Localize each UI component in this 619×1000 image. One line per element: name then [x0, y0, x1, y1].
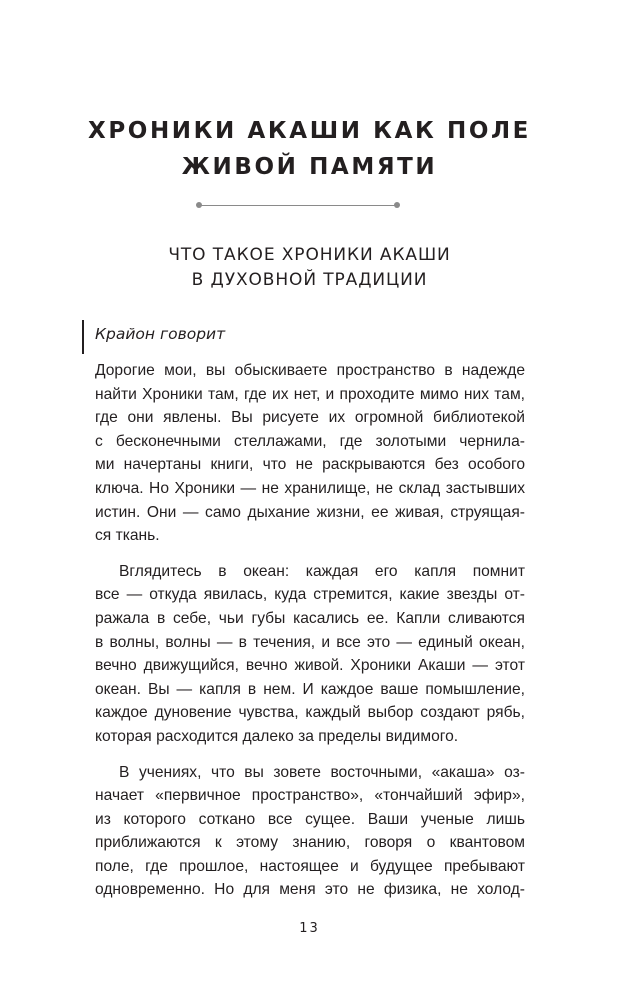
text-line: с бесконечными стеллажами, где золотыми чернила- [95, 432, 525, 450]
text-line: Вглядитесь в океан: каждая его капля помнит [119, 562, 525, 580]
text-line: в волны, волны — в течения, и все это — единый океан, [95, 633, 525, 651]
text-line: В учениях, что вы зовете восточными, «акаша» оз- [119, 763, 525, 781]
text-line: где они явлены. Вы рисуете их огромной библиотекой [95, 409, 525, 427]
section-title-line: ЧТО ТАКОЕ ХРОНИКИ АКАШИ [168, 245, 451, 265]
text-line: истин. Они — само дыхание жизни, ее живая, струящая- [95, 503, 525, 521]
title-divider-ornament [196, 202, 400, 208]
text-line: все — откуда явилась, куда стремится, какие звезды от- [95, 586, 525, 604]
speaker-marker-bar [82, 320, 84, 354]
paragraph [95, 560, 525, 749]
text-line: которая расходится далеко за пределы видимого. [95, 727, 459, 745]
paragraph [95, 761, 525, 903]
text-line: ражала в себе, чьи губы касались ее. Капли сливаются [95, 609, 525, 627]
text-line: приближаются к этому знанию, говоря о квантовом [95, 834, 525, 852]
section-title-line: В ДУХОВНОЙ ТРАДИЦИИ [191, 270, 428, 290]
text-line: вечно движущийся, вечно живой. Хроники Акаши — этот [95, 657, 525, 675]
text-line: Дорогие мои, вы обыскиваете пространство в надежде [95, 362, 525, 379]
chapter-title-line: ЖИВОЙ ПАМЯТИ [181, 154, 438, 180]
chapter-title-line: ХРОНИКИ АКАШИ КАК ПОЛЕ [88, 118, 531, 144]
divider-line [199, 205, 397, 206]
chapter-title [0, 113, 619, 185]
text-line: найти Хроники там, где их нет, и проходите мимо них там, [95, 385, 525, 403]
text-line: ключа. Но Хроники — не хранилище, не склад застывших [95, 479, 525, 497]
paragraph [95, 359, 525, 548]
text-line: из которого соткано все сущее. Ваши ученые лишь [95, 810, 525, 828]
page-number: 13 [299, 921, 320, 936]
speaker-label: Крайон говорит [95, 325, 226, 343]
text-line: ми начертаны книги, что не раскрываются без особого [95, 456, 525, 474]
text-line: одновременно. Но для меня это не физика, не холод- [95, 881, 525, 899]
text-line: начает «первичное пространство», «тончайший эфир», [95, 787, 525, 805]
section-title [0, 243, 619, 293]
text-line: ся ткань. [95, 527, 160, 545]
text-line: поле, где прошлое, настоящее и будущее пребывают [95, 857, 525, 875]
divider-dot-icon [196, 202, 202, 208]
text-line: каждое дуновение чувства, каждый выбор создают рябь, [95, 704, 525, 722]
body-text [95, 359, 525, 914]
divider-dot-icon [394, 202, 400, 208]
text-line: океан. Вы — капля в нем. И каждое ваше помышление, [95, 680, 525, 698]
